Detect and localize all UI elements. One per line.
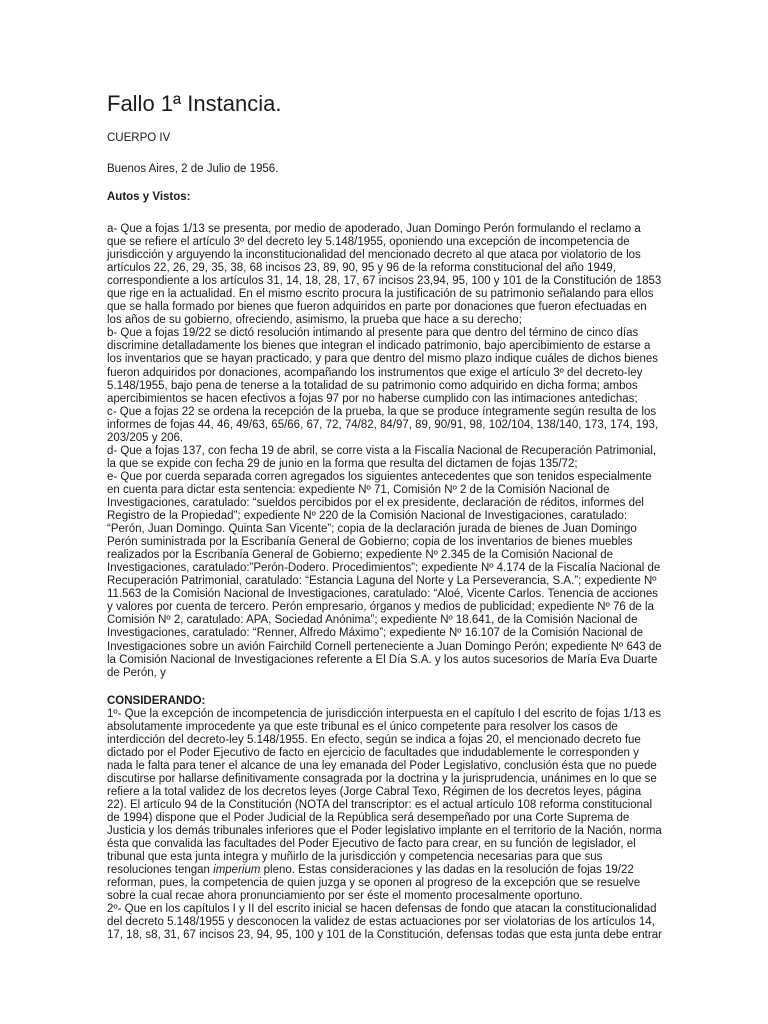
autos-items: [107, 223, 662, 680]
item-a: a- Que a fojas 1/13 se presenta, por medio de apoderado, Juan Domingo Perón formulando el reclamo a que se refiere el artículo 3º del decreto ley 5.148/1955, oponiendo una excepción de incompetencia de jurisdicción y arguyendo la inconstitucionalidad del mencionado decreto al que ataca por violatorio de los artículos 22, 26, 29, 35, 38, 68 incisos 23, 89, 90, 95 y 96 de la reforma constitucional del año 1949, correspondiente a los artículos 31, 14, 18, 28, 17, 67 incisos 23,94, 95, 100 y 101 de la Constitución de 1853 que rige en la actualidad. En el mismo escrito procura la justificación de su patrimonio señalando para ellos que se halla formado por bienes que fueron adquiridos en parte por donaciones que fueron efectuadas en los años de su gobierno, ofreciendo, asimismo, la prueba que hace a su derecho;: [107, 223, 662, 327]
item-d: d- Que a fojas 137, con fecha 19 de abril, se corre vista a la Fiscalía Nacional de Recuperación Patrimonial, la que se expide con fecha 29 de junio en la forma que resulta del dictamen de fojas 135/72;: [107, 444, 657, 470]
considerando-1-text: 1º- Que la excepción de incompetencia de jurisdicción interpuesta en el capítulo I del escrito de fojas 1/13 es absolutamente improcedente ya que este tribunal es el único competente para resolver los casos de interdicción del decreto-ley 5.148/1955. En efecto, según se indica a fojas 20, el mencionado decreto fue dictado por el Poder Ejecutivo de facto en ejercicio de facultades que indudablemente le corresponden y nada le falta para tener el alcance de una ley emanada del Poder Legislativo, conclusión ésta que no puede discutirse por hallarse definitivamente consagrada por la doctrina y la jurisprudencia, unánimes en lo que se refiere a la total validez de los decretos leyes (Jorge Cabral Texo, Régimen de los decretos leyes, página 22). El artículo 94 de la Constitución (NOTA del transcriptor: es el actual artículo 108 reforma constitucional de 1994) dispone que el Poder Judicial de la República será desempeñado por una Corte Suprema de Justicia y los demás tribunales inferiores que el Poder legislativo implante en el territorio de la Nación, norma ésta que convalida las facultades del Poder Ejecutivo de facto para crear, en su función de legislador, el tribunal que esta junta integra y muñirlo de la jurisdicción y competencia necesarias para que sus resoluciones tengan: [107, 707, 662, 877]
item-b: b- Que a fojas 19/22 se dictó resolución intimando al presente para que dentro del término de cinco días discrimine detalladamente los bienes que integran el indicado patrimonio, bajo apercibimiento de estarse a los inventarios que se hayan practicado, y para que dentro del mismo plazo indique cuáles de dichos bienes fueron adquiridos por donaciones, acompañando los instrumentos que exige el artículo 3º del decreto-ley 5.148/1955, bajo pena de tenerse a la totalidad de su patrimonio como adquirido en dicha forma; ambos apercibimientos se hacen efectivos a fojas 97 por no haberse cumplido con las intimaciones antedichas;: [107, 327, 659, 405]
considerando-1-text-end: pleno. Estas consideraciones y las dadas en la resolución de fojas 19/22 reforman, pues, la competencia de quien juzga y se oponen al progreso de la excepción que se resuelve sobre la cual recae ahora pronunciamiento por ser éste el momento procesalmente oportuno.: [107, 864, 641, 903]
cuerpo-label: CUERPO IV: [107, 132, 171, 144]
item-c: c- Que a fojas 22 se ordena la recepción de la prueba, la que se produce íntegramente según resulta de los informes de fojas 44, 46, 49/63, 65/66, 67, 72, 74/82, 84/97, 89, 90/91, 98, 102/104, 138/140, 173, 174, 193, 203/205 y 206.: [107, 405, 659, 444]
considerando-1-italic: imperium: [213, 864, 261, 877]
document-page: [107, 90, 662, 942]
considerando-heading: CONSIDERANDO:: [107, 694, 206, 707]
document-title: Fallo 1ª Instancia.: [107, 91, 282, 116]
autos-heading: Autos y Vistos:: [107, 191, 191, 203]
item-e: e- Que por cuerda separada corren agregados los siguientes antecedentes que son tenidos especialmente en cuenta para dictar esta sentencia: expediente Nº 71, Comisión Nº 2 de la Comisión Nacional de Investigaciones, caratulado: “sueldos percibidos por el ex presidente, declaración de réditos, informes del Registro de la Propiedad”; expediente Nº 220 de la Comisión Nacional de Investigaciones, caratulado: “Perón, Juan Domingo. Quinta San Vicente”; copia de la declaración jurada de bienes de Juan Domingo Perón suministrada por la Escribanía General de Gobierno; copia de los inventarios de bienes muebles realizados por la Escribanía General de Gobierno; expediente Nº 2.345 de la Comisión Nacional de Investigaciones, caratulado:”Perón-Dodero. Procedimientos”; expediente Nº 4.174 de la Fiscalía Nacional de Recuperación Patrimonial, caratulado: “Estancia Laguna del Norte y La Perseverancia, S.A.”; expediente Nº 11.563 de la Comisión Nacional de Investigaciones, caratulado: “Aloé, Vicente Carlos. Tenencia de acciones y valores por cuenta de tercero. Perón empresario, órganos y medios de publicidad; expediente Nº 76 de la Comisión Nº 2, caratulado: APA, Sociedad Anónima”; expediente Nº 18.641, de la Comisión Nacional de Investigaciones, caratulado: “Renner, Alfredo Máximo”; expediente Nº 16.107 de la Comisión Nacional de Investigaciones sobre un avión Fairchild Cornell perteneciente a Juan Domingo Perón; expediente Nº 643 de la Comisión Nacional de Investigaciones referente a El Día S.A. y los autos sucesorios de María Eva Duarte de Perón, y: [107, 470, 662, 679]
considerando-2: 2º- Que en los capítulos I y II del escrito inicial se hacen defensas de fondo que atacan la constitucionalidad del decreto 5.148/1955 y desconocen la validez de estas actuaciones por ser violatorias de los artículos 14, 17, 18, s8, 31, 67 incisos 23, 94, 95, 100 y 101 de la Constitución, defensas todas que esta junta debe entrar: [107, 903, 662, 942]
date-line: Buenos Aires, 2 de Julio de 1956.: [107, 163, 279, 175]
considerando-1: [107, 708, 662, 904]
